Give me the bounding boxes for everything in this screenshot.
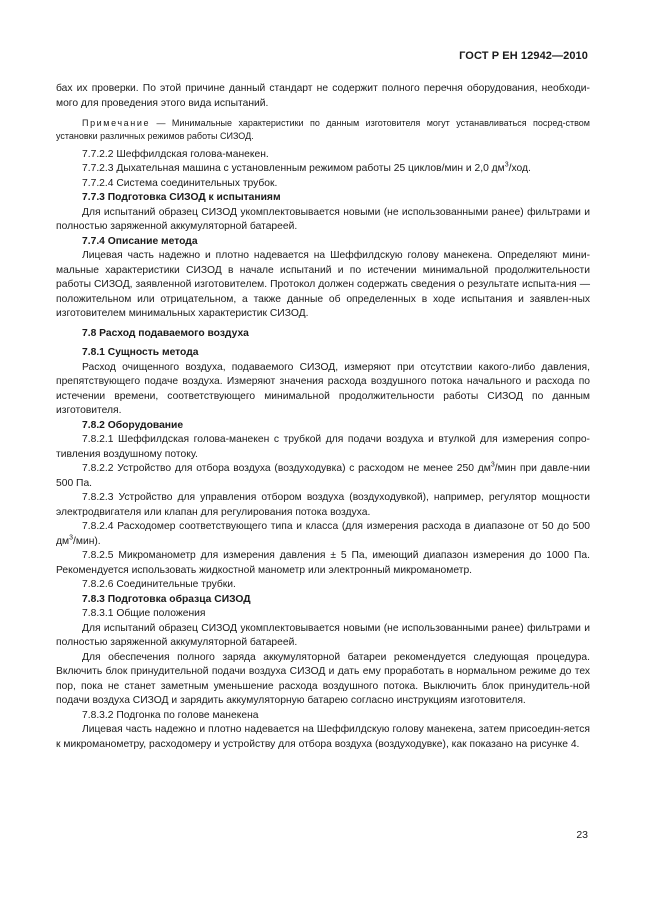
heading-7-7-3: 7.7.3 Подготовка СИЗОД к испытаниям bbox=[82, 192, 281, 204]
item-7-7-2-2: 7.7.2.2 Шеффилдская голова-манекен. bbox=[82, 148, 269, 160]
note-text: — Минимальные характеристики по данным изготовителя могут устанавливаться посред-ством установки различных режимов работы СИЗОД. bbox=[56, 118, 590, 141]
item-7-8-2-4-text: 7.8.2.4 Расходомер соответствующего типа и класса (для измерения расхода в диапазоне от 50 до 500 дм bbox=[56, 521, 590, 547]
paragraph-7-7-3: Для испытаний образец СИЗОД укомплектовывается новыми (не использованными ранее) фильтрами и полностью заряженной аккумуляторной батареей. bbox=[56, 206, 590, 233]
item-7-8-2-4-tail: /мин). bbox=[73, 535, 101, 547]
superscript: 3 bbox=[490, 461, 495, 469]
item-7-8-2-6: 7.8.2.6 Соединительные трубки. bbox=[82, 579, 236, 591]
item-7-8-2-1: 7.8.2.1 Шеффилдская голова-манекен с трубкой для подачи воздуха и втулкой для измерения сопро-тивления воздушному потоку. bbox=[56, 434, 590, 460]
item-7-8-2-4 bbox=[56, 520, 590, 549]
paragraph-continuation: бах их проверки. По этой причине данный стандарт не содержит полного перечня оборудования, необходи-мого для проведения этого вида испытаний. bbox=[56, 83, 590, 109]
paragraph-7-8-3-1-a: Для испытаний образец СИЗОД укомплектовывается новыми (не использованными ранее) фильтрами и полностью заряженной аккумуляторной батареей. bbox=[56, 622, 590, 649]
superscript: 3 bbox=[504, 161, 509, 169]
item-7-7-2-3-unit: /ход. bbox=[508, 163, 531, 175]
note-label: Примечание bbox=[82, 118, 151, 128]
heading-7-8-3: 7.8.3 Подготовка образца СИЗОД bbox=[82, 593, 251, 605]
paragraph-7-8-3-2: Лицевая часть надежно и плотно надевается на Шеффилдскую голову манекена, затем присоедин-яется к микроманометру, расходомеру и устройству для отбора воздуха (воздуходувке), как показано на рисунке 4. bbox=[56, 724, 590, 750]
item-7-7-2-4: 7.7.2.4 Система соединительных трубок. bbox=[82, 177, 278, 189]
document-id-header: ГОСТ Р ЕН 12942—2010 bbox=[459, 50, 588, 62]
item-7-8-3-1: 7.8.3.1 Общие положения bbox=[82, 608, 206, 620]
paragraph-7-8-3-1-b: Для обеспечения полного заряда аккумуляторной батареи рекомендуется следующая процедура. Включить блок принудительной подачи воздуха СИЗОД и дать ему проработать в нормальном режиме до тех пор, пока не станет заметным уменьшение расхода воздушного потока. Выключить блок принудитель-ной подачи воздуха СИЗОД и зарядить аккумуляторную батарею согласно инструкциям изготовителя. bbox=[56, 651, 590, 707]
item-7-8-2-3: 7.8.2.3 Устройство для управления отбором воздуха (воздуходувкой), например, регулятор мощности электродвигателя или клапан для регулирования потока воздуха. bbox=[56, 492, 590, 518]
item-7-8-2-2-tail: /мин при давле-нии 500 Па. bbox=[56, 463, 590, 489]
heading-7-8-2: 7.8.2 Оборудование bbox=[82, 419, 184, 431]
superscript: 3 bbox=[69, 534, 73, 542]
item-7-7-2-3-text: 7.7.2.3 Дыхательная машина с установленным режимом работы 25 циклов/мин и 2,0 дм bbox=[82, 163, 505, 175]
item-7-7-2-3 bbox=[56, 162, 590, 177]
page-number: 23 bbox=[576, 829, 588, 841]
page-content bbox=[56, 82, 590, 752]
paragraph-7-7-4: Лицевая часть надежно и плотно надевается на Шеффилдскую голову манекена. Определяют мини-мальные характеристики СИЗОД в начале испытаний и по истечении минимальной продолжительности работы СИЗОД, заявленной изготовителем. Протокол должен содержать сведения о результате испыта-ния — положительном или отрицательном, а также данные об определенных в ходе испытания и заявлен-ных изготовителем минимальных характеристик СИЗОД. bbox=[56, 250, 590, 320]
heading-7-8-1: 7.8.1 Сущность метода bbox=[82, 347, 199, 359]
heading-7-7-4: 7.7.4 Описание метода bbox=[82, 235, 198, 247]
item-7-8-2-2 bbox=[56, 462, 590, 491]
paragraph-7-8-1: Расход очищенного воздуха, подаваемого СИЗОД, измеряют при отсутствии какого-либо давления, препятствующего подаче воздуха. Измеряют значения расхода воздушного потока начального и расхода по истечении времени, соответствующего минимальной продолжительности работы СИЗОД по данным изготовителя. bbox=[56, 361, 590, 417]
item-7-8-3-2: 7.8.3.2 Подгонка по голове манекена bbox=[82, 709, 259, 721]
item-7-8-2-5: 7.8.2.5 Микроманометр для измерения давления ± 5 Па, имеющий диапазон измерения до 1000 Па. Рекомендуется использовать жидкостной манометр или электронный микроманометр. bbox=[56, 550, 590, 576]
heading-7-8: 7.8 Расход подаваемого воздуха bbox=[82, 327, 249, 339]
note bbox=[56, 117, 590, 143]
item-7-8-2-2-text: 7.8.2.2 Устройство для отбора воздуха (воздуходувка) с расходом не менее 250 дм bbox=[82, 463, 491, 475]
